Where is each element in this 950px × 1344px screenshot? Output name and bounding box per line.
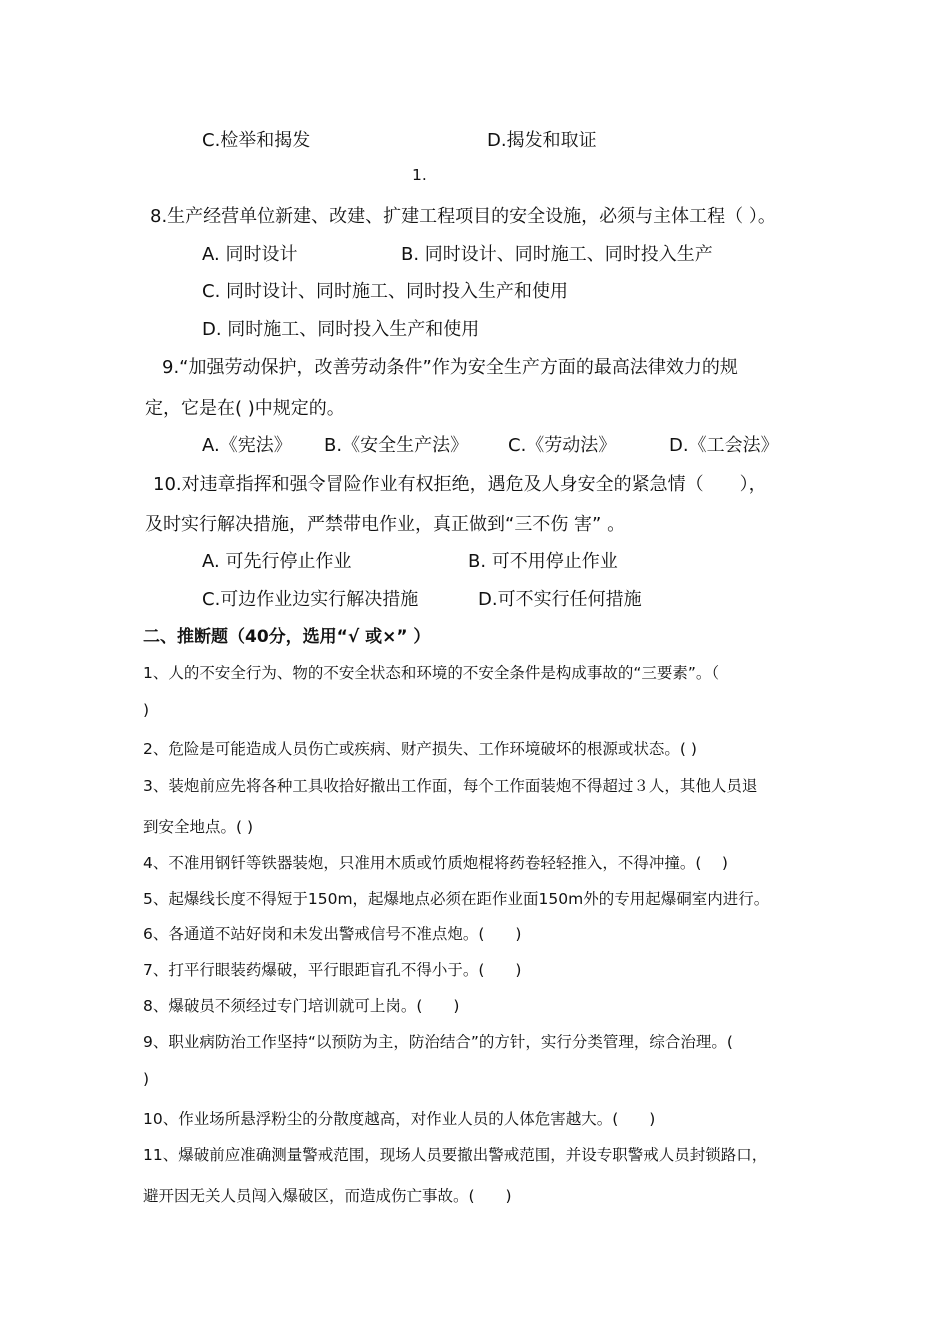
judgment-item: 4、不准用钢钎等铁器装炮，只准用木质或竹质炮棍将药卷轻轻推入，不得冲撞。( ) <box>143 854 728 872</box>
judgment-item: 6、各通道不站好岗和未发出警戒信号不准点炮。( ) <box>143 925 522 943</box>
judgment-item: 9、职业病防治工作坚持“以预防为主，防治结合”的方针，实行分类管理，综合治理。( <box>143 1033 733 1051</box>
judgment-item: 1、人的不安全行为、物的不安全状态和环境的不安全条件是构成事故的“三要素”。（ <box>143 664 720 682</box>
judgment-item: 5、起爆线长度不得短于150m，起爆地点必须在距作业面150m外的专用起爆硐室内进行。 <box>143 890 770 908</box>
q10-option-d: D.可不实行任何措施 <box>478 589 642 610</box>
judgment-item: 避开因无关人员闯入爆破区，而造成伤亡事故。( ) <box>143 1187 512 1205</box>
q9-option-a: A.《宪法》 <box>202 435 292 456</box>
q8-option-b: B. 同时设计、同时施工、同时投入生产 <box>401 244 713 265</box>
q10-option-b: B. 可不用停止作业 <box>468 551 618 572</box>
q7-option-c: C.检举和揭发 <box>202 130 311 151</box>
q8-option-d: D. 同时施工、同时投入生产和使用 <box>202 319 480 340</box>
judgment-item: ) <box>143 701 150 719</box>
q8-option-a: A. 同时设计 <box>202 244 298 265</box>
q8-option-c: C. 同时设计、同时施工、同时投入生产和使用 <box>202 281 569 302</box>
judgment-item: 7、打平行眼装药爆破，平行眼距盲孔不得小于。( ) <box>143 961 522 979</box>
section-heading: 二、推断题（40分，选用“√ 或×” ） <box>143 627 431 647</box>
judgment-item: 8、爆破员不须经过专门培训就可上岗。( ) <box>143 997 460 1015</box>
judgment-item: 11、爆破前应准确测量警戒范围，现场人员要撤出警戒范围，并设专职警戒人员封锁路口， <box>143 1146 768 1164</box>
q10-option-c: C.可边作业边实行解决措施 <box>202 589 419 610</box>
page-marker: 1. <box>412 166 427 184</box>
judgment-item: 3、装炮前应先将各种工具收拾好撤出工作面，每个工作面装炮不得超过３人，其他人员退 <box>143 777 758 795</box>
q10-stem-line1: 10.对违章指挥和强令冒险作业有权拒绝，遇危及人身安全的紧急情（ ）， <box>153 474 767 495</box>
q9-option-c: C.《劳动法》 <box>508 435 617 456</box>
judgment-item: 到安全地点。( ) <box>143 818 254 836</box>
judgment-item: ) <box>143 1070 150 1088</box>
q7-option-d: D.揭发和取证 <box>487 130 597 151</box>
q9-option-d: D.《工会法》 <box>669 435 779 456</box>
q10-option-a: A. 可先行停止作业 <box>202 551 352 572</box>
q8-stem: 8.生产经营单位新建、改建、扩建工程项目的安全设施，必须与主体工程（ ）。 <box>150 206 776 227</box>
q9-stem-line1: 9.“加强劳动保护，改善劳动条件”作为安全生产方面的最高法律效力的规 <box>162 357 738 378</box>
q9-option-b: B.《安全生产法》 <box>324 435 469 456</box>
q10-stem-line2: 及时实行解决措施，严禁带电作业，真正做到“三不伤 害” 。 <box>145 514 626 535</box>
judgment-item: 2、危险是可能造成人员伤亡或疾病、财产损失、工作环境破坏的根源或状态。( ) <box>143 740 697 758</box>
q9-stem-line2: 定，它是在( )中规定的。 <box>145 398 345 419</box>
judgment-item: 10、作业场所悬浮粉尘的分散度越高，对作业人员的人体危害越大。( ) <box>143 1110 656 1128</box>
